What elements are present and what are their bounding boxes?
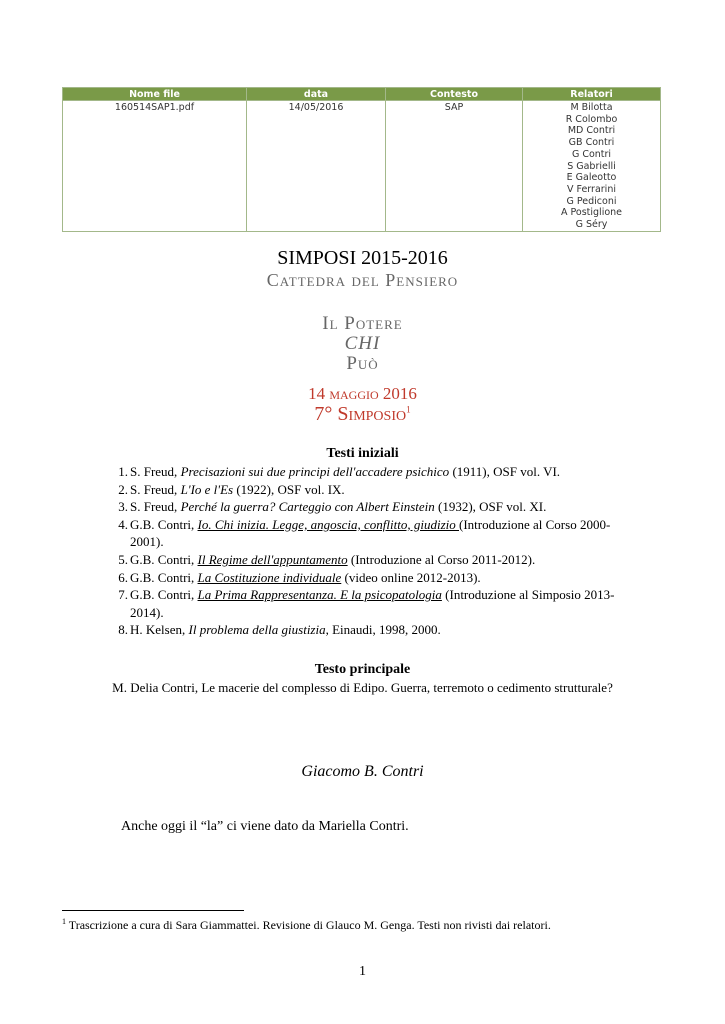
item-number: 8. <box>118 622 128 638</box>
metadata-header-row <box>63 88 661 101</box>
item-details: (Introduzione al Corso 2000-2001). <box>130 516 611 550</box>
item-details: (video online 2012-2013). <box>341 569 481 585</box>
footnote <box>62 917 551 933</box>
item-number: 7. <box>118 587 128 603</box>
item-number: 1. <box>118 464 128 479</box>
item-author: G.B. Contri, <box>130 551 198 567</box>
footnote-reference[interactable]: 1 <box>406 404 411 415</box>
chi-heading: CHI <box>344 333 381 354</box>
list-item <box>100 498 640 516</box>
page-number: 1 <box>359 964 366 979</box>
speaker-name: GB Contri <box>568 137 615 149</box>
testo-principale-text: M. Delia Contri, Le macerie del complesso di Edipo. Guerra, terremoto o cedimento strutturale? <box>112 680 613 695</box>
item-details: (Introduzione al Corso 2011-2012). <box>347 551 536 567</box>
item-title: Precisazioni sui due principi dell'accadere psichico <box>180 464 450 479</box>
header-nome-file: Nome file <box>63 88 247 101</box>
footnote-text: Trascrizione a cura di Sara Giammattei. Revisione di Glauco M. Genga. Testi non rivisti dai relatori. <box>66 918 551 932</box>
speaker-name: MD Contri <box>567 125 616 137</box>
header-relatori: Relatori <box>523 88 661 101</box>
testi-iniziali-title: Testi iniziali <box>326 446 399 461</box>
simposio-number-text: 7° Simposio <box>314 403 407 425</box>
header-contesto: Contesto <box>386 88 523 101</box>
references-list <box>100 463 640 639</box>
list-item <box>100 481 640 499</box>
cell-date: 14/05/2016 <box>247 101 386 232</box>
speaker-name: V Ferrarini <box>567 183 616 195</box>
potere-heading: Il Potere <box>322 313 403 334</box>
cell-context: SAP <box>386 101 523 232</box>
puo-heading: Può <box>346 353 379 374</box>
testo-principale-title: Testo principale <box>314 662 411 677</box>
speaker-name: A Postiglione <box>560 207 623 219</box>
item-details: , Einaudi, 1998, 2000. <box>325 622 441 638</box>
metadata-row <box>63 101 661 232</box>
item-details: (1932), OSF vol. XI. <box>434 499 547 515</box>
speaker-name: G Séry <box>575 219 608 231</box>
speaker-name-heading: Giacomo B. Contri <box>301 763 424 780</box>
list-item <box>100 569 640 587</box>
list-item <box>100 551 640 569</box>
simposi-heading: SIMPOSI 2015-2016 <box>277 247 448 269</box>
speaker-name: S Gabrielli <box>567 160 616 172</box>
metadata-table <box>62 87 661 232</box>
speaker-name: R Colombo <box>565 113 618 125</box>
item-author: S. Freud, <box>130 481 181 497</box>
cell-file: 160514SAP1.pdf <box>63 101 247 232</box>
header-data: data <box>247 88 386 101</box>
cattedra-heading: Cattedra del Pensiero <box>266 270 459 290</box>
body-paragraph: Anche oggi il “la” ci viene dato da Mariella Contri. <box>121 819 409 834</box>
speaker-name: G Pediconi <box>566 195 617 207</box>
item-link[interactable]: Io. Chi inizia. Legge, angoscia, conflitto, giudizio <box>197 516 459 532</box>
item-number: 3. <box>118 499 128 515</box>
item-number: 5. <box>118 551 128 567</box>
item-link[interactable]: La Prima Rappresentanza. E la psicopatologia <box>197 587 442 603</box>
item-details: (1911), OSF vol. VI. <box>449 464 561 479</box>
speaker-name: M Bilotta <box>570 102 613 113</box>
item-title: Perché la guerra? Carteggio con Albert Einstein <box>180 499 435 515</box>
speaker-name: G Contri <box>571 148 612 160</box>
speaker-name: E Galeotto <box>566 172 617 184</box>
item-link[interactable]: La Costituzione individuale <box>197 569 342 585</box>
footnote-divider <box>62 910 244 911</box>
item-number: 4. <box>118 516 128 532</box>
item-author: S. Freud, <box>130 464 181 479</box>
item-number: 6. <box>118 569 128 585</box>
simposio-number <box>0 403 725 426</box>
item-number: 2. <box>118 481 128 497</box>
list-item <box>100 621 640 639</box>
footnote-mark: 1 <box>62 917 66 926</box>
item-details: (1922), OSF vol. IX. <box>233 481 345 497</box>
event-date: 14 maggio 2016 <box>308 384 417 403</box>
item-author: G.B. Contri, <box>130 587 198 603</box>
list-item <box>100 586 640 621</box>
item-author: H. Kelsen, <box>130 622 189 638</box>
list-item <box>100 463 640 481</box>
item-author: S. Freud, <box>130 499 181 515</box>
cell-speakers <box>523 101 661 232</box>
item-details: (Introduzione al Simposio 2013-2014). <box>130 587 615 620</box>
item-author: G.B. Contri, <box>130 569 198 585</box>
item-author: G.B. Contri, <box>130 516 198 532</box>
item-title: L'Io e l'Es <box>180 481 234 497</box>
item-title: Il problema della giustizia <box>188 622 326 638</box>
item-link[interactable]: Il Regime dell'appuntamento <box>197 551 348 567</box>
list-item <box>100 516 640 551</box>
